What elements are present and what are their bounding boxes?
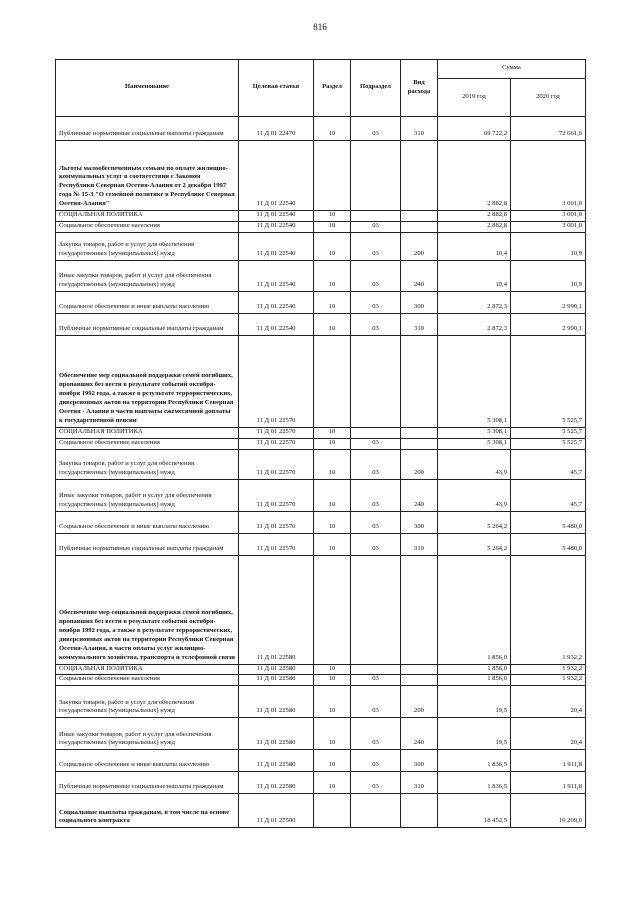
row-name: Иные закупки товаров, работ и услуг для обеспечения государственных (муниципальных) нужд <box>56 260 239 291</box>
row-name: Иные закупки товаров, работ и услуг для обеспечения государственных (муниципальных) нужд <box>56 479 239 511</box>
table-row <box>56 291 586 313</box>
row-expense-type <box>401 221 438 232</box>
table-row <box>56 555 586 664</box>
budget-table <box>55 59 586 828</box>
row-name: СОЦИАЛЬНАЯ ПОЛИТИКА <box>56 664 239 675</box>
row-expense-type <box>401 335 438 427</box>
row-sum-2019: 1 856,0 <box>438 555 511 664</box>
table-row <box>56 772 586 794</box>
row-sum-2019: 2 882,8 <box>438 141 511 211</box>
row-target: 11 Д 01 22540 <box>239 141 314 211</box>
row-sum-2019: 2 882,8 <box>438 211 511 222</box>
header-subsection: Подраздел <box>351 60 401 117</box>
row-sum-2020: 1 911,8 <box>511 750 586 772</box>
row-sum-2019: 5 264,2 <box>438 533 511 555</box>
row-name: Публичные нормативные социальные выплаты гражданам <box>56 533 239 555</box>
header-2020: 2020 год <box>511 79 586 117</box>
table-row <box>56 479 586 511</box>
row-section <box>314 335 351 427</box>
row-expense-type <box>401 794 438 828</box>
row-expense-type: 310 <box>401 117 438 141</box>
row-sum-2020: 1 911,8 <box>511 772 586 794</box>
row-section: 10 <box>314 675 351 686</box>
row-name: Иные закупки товаров, работ и услуг для обеспечения государственных (муниципальных) нужд <box>56 718 239 750</box>
table-row <box>56 794 586 828</box>
row-subsection: 03 <box>351 438 401 449</box>
table-row <box>56 211 586 222</box>
row-section: 10 <box>314 438 351 449</box>
row-section: 10 <box>314 117 351 141</box>
row-sum-2019: 2 872,3 <box>438 313 511 335</box>
row-name: Социальное обеспечение населения <box>56 221 239 232</box>
row-target: 11 Д 01 22580 <box>239 686 314 718</box>
row-target: 11 Д 01 22580 <box>239 675 314 686</box>
row-sum-2020: 3 001,0 <box>511 141 586 211</box>
row-target: 11 Д 01 22580 <box>239 664 314 675</box>
row-target: 11 Д 01 22570 <box>239 438 314 449</box>
header-expense-type: Вид расхода <box>401 60 438 117</box>
row-sum-2020: 1 932,2 <box>511 555 586 664</box>
row-target: 11 Д 01 22570 <box>239 479 314 511</box>
row-sum-2019: 5 308,1 <box>438 438 511 449</box>
row-section: 10 <box>314 291 351 313</box>
row-target: 11 Д 01 22570 <box>239 533 314 555</box>
row-expense-type <box>401 211 438 222</box>
row-sum-2019: 69 722,2 <box>438 117 511 141</box>
row-section <box>314 141 351 211</box>
row-subsection: 03 <box>351 117 401 141</box>
row-target: 11 Д 01 22540 <box>239 260 314 291</box>
row-subsection: 03 <box>351 686 401 718</box>
row-name: Социальное обеспечение и иные выплаты населению <box>56 511 239 533</box>
row-subsection <box>351 664 401 675</box>
row-sum-2020: 20,4 <box>511 686 586 718</box>
row-expense-type: 310 <box>401 772 438 794</box>
row-name: Закупка товаров, работ и услуг для обеспечения государственных (муниципальных) нужд <box>56 449 239 479</box>
row-expense-type: 300 <box>401 511 438 533</box>
row-target: 11 Д 01 22540 <box>239 313 314 335</box>
row-sum-2020: 5 525,7 <box>511 335 586 427</box>
row-sum-2019: 5 308,1 <box>438 335 511 427</box>
table-row <box>56 511 586 533</box>
row-subsection <box>351 141 401 211</box>
row-target: 11 Д 01 22580 <box>239 772 314 794</box>
row-subsection: 03 <box>351 772 401 794</box>
row-sum-2019: 2 882,8 <box>438 221 511 232</box>
row-target: 11 Д 01 22470 <box>239 117 314 141</box>
table-row <box>56 221 586 232</box>
table-row <box>56 260 586 291</box>
table-row <box>56 750 586 772</box>
row-sum-2020: 45,7 <box>511 449 586 479</box>
row-section: 10 <box>314 211 351 222</box>
row-subsection: 03 <box>351 718 401 750</box>
row-target: 11 Д 01 22580 <box>239 718 314 750</box>
row-expense-type <box>401 664 438 675</box>
row-name: Закупка товаров, работ и услуг для обеспечения государственных (муниципальных) нужд <box>56 232 239 260</box>
row-name: Социальные выплаты гражданам, в том числе на основе социального контракта <box>56 794 239 828</box>
row-sum-2019: 1 856,0 <box>438 675 511 686</box>
row-subsection <box>351 211 401 222</box>
row-sum-2019: 43,9 <box>438 479 511 511</box>
row-target: 11 Д 01 22540 <box>239 232 314 260</box>
table-row <box>56 664 586 675</box>
row-section: 10 <box>314 664 351 675</box>
row-sum-2020: 72 661,6 <box>511 117 586 141</box>
row-sum-2019: 19,5 <box>438 718 511 750</box>
header-sum: Сумма <box>438 60 586 79</box>
row-sum-2020: 5 480,0 <box>511 511 586 533</box>
row-subsection <box>351 794 401 828</box>
row-subsection: 03 <box>351 750 401 772</box>
row-name: Публичные нормативные социальные выплаты гражданам <box>56 772 239 794</box>
row-section: 10 <box>314 686 351 718</box>
row-target: 11 Д 01 22570 <box>239 511 314 533</box>
row-subsection: 03 <box>351 221 401 232</box>
row-target: 11 Д 01 22540 <box>239 221 314 232</box>
row-target: 11 Д 01 22570 <box>239 449 314 479</box>
row-sum-2020: 5 480,0 <box>511 533 586 555</box>
table-header <box>56 60 586 117</box>
header-2019: 2019 год <box>438 79 511 117</box>
row-section: 10 <box>314 511 351 533</box>
row-sum-2019: 10,4 <box>438 232 511 260</box>
row-name: Обеспечение мер социальной поддержки семей погибших, пропавших без вести в результате событий октября-ноября 1992 года, а также в результате террористических, диверсионных актов на территории Республики Северная Осетия - Алания в части выплаты ежемесячной доплаты к государственной пенсии <box>56 335 239 427</box>
table-row <box>56 427 586 438</box>
row-subsection: 03 <box>351 232 401 260</box>
table-row <box>56 718 586 750</box>
row-name: Публичные нормативные социальные выплаты гражданам <box>56 117 239 141</box>
row-expense-type <box>401 427 438 438</box>
row-name: Закупка товаров, работ и услуг для обеспечения государственных (муниципальных) нужд <box>56 686 239 718</box>
row-name: Обеспечение мер социальной поддержки семей погибших, пропавших без вести в результате событий октября-ноября 1992 года, а также в результате террористических, диверсионных актов на территории Республики Северная Осетия-Алания, в части оплаты услуг жилищно-коммунального хозяйства, транспорта и телефонной связи <box>56 555 239 664</box>
page-number: 816 <box>313 22 327 32</box>
row-subsection <box>351 427 401 438</box>
row-section <box>314 555 351 664</box>
row-target: 11 Д 01 22580 <box>239 555 314 664</box>
row-subsection: 03 <box>351 449 401 479</box>
row-section: 10 <box>314 772 351 794</box>
row-sum-2019: 19,5 <box>438 686 511 718</box>
row-name: СОЦИАЛЬНАЯ ПОЛИТИКА <box>56 211 239 222</box>
table-row <box>56 141 586 211</box>
row-sum-2019: 1 836,5 <box>438 772 511 794</box>
row-subsection <box>351 335 401 427</box>
row-target: 11 Д 01 22540 <box>239 291 314 313</box>
row-subsection: 03 <box>351 675 401 686</box>
row-expense-type: 200 <box>401 232 438 260</box>
row-name: Социальное обеспечение населения <box>56 675 239 686</box>
row-target: 11 Д 01 22570 <box>239 427 314 438</box>
row-section: 10 <box>314 449 351 479</box>
row-subsection: 03 <box>351 511 401 533</box>
row-expense-type <box>401 555 438 664</box>
table-row <box>56 117 586 141</box>
header-name: Наименование <box>56 60 239 117</box>
row-target: 11 Д 01 22540 <box>239 211 314 222</box>
row-name: Льготы малообеспеченным семьям по оплате жилищно-коммунальных услуг в соответствии с Законом Республики Северная Осетия-Алания от 2 декабря 1997 года № 15-3 "О семейной политике в Республике Северная Осетия-Алания" <box>56 141 239 211</box>
row-sum-2020: 5 525,7 <box>511 427 586 438</box>
row-sum-2019: 5 308,1 <box>438 427 511 438</box>
header-section: Раздел <box>314 60 351 117</box>
row-subsection: 03 <box>351 313 401 335</box>
row-expense-type: 310 <box>401 313 438 335</box>
row-target: 11 Д 01 22580 <box>239 750 314 772</box>
table-row <box>56 686 586 718</box>
row-section: 10 <box>314 533 351 555</box>
row-sum-2020: 10,9 <box>511 232 586 260</box>
row-target: 11 Д 01 22570 <box>239 335 314 427</box>
row-section: 10 <box>314 718 351 750</box>
row-sum-2019: 1 856,0 <box>438 664 511 675</box>
row-sum-2020: 2 990,1 <box>511 313 586 335</box>
table-row <box>56 533 586 555</box>
row-sum-2019: 43,9 <box>438 449 511 479</box>
row-expense-type: 300 <box>401 750 438 772</box>
row-sum-2020: 10,9 <box>511 260 586 291</box>
row-expense-type: 300 <box>401 291 438 313</box>
row-sum-2019: 5 264,2 <box>438 511 511 533</box>
table-row <box>56 313 586 335</box>
row-expense-type: 310 <box>401 533 438 555</box>
row-section: 10 <box>314 260 351 291</box>
row-sum-2019: 10,4 <box>438 260 511 291</box>
row-expense-type: 240 <box>401 479 438 511</box>
row-expense-type <box>401 141 438 211</box>
row-sum-2020: 45,7 <box>511 479 586 511</box>
row-section: 10 <box>314 479 351 511</box>
row-sum-2020: 1 932,2 <box>511 675 586 686</box>
table-row <box>56 335 586 427</box>
row-subsection <box>351 555 401 664</box>
row-expense-type: 240 <box>401 260 438 291</box>
row-section: 10 <box>314 750 351 772</box>
row-section: 10 <box>314 427 351 438</box>
row-name: Социальное обеспечение и иные выплаты населению <box>56 291 239 313</box>
row-expense-type: 200 <box>401 449 438 479</box>
row-sum-2020: 5 525,7 <box>511 438 586 449</box>
row-sum-2020: 3 001,0 <box>511 211 586 222</box>
row-sum-2020: 1 932,2 <box>511 664 586 675</box>
row-subsection: 03 <box>351 533 401 555</box>
row-name: СОЦИАЛЬНАЯ ПОЛИТИКА <box>56 427 239 438</box>
row-expense-type: 240 <box>401 718 438 750</box>
row-subsection: 03 <box>351 291 401 313</box>
row-target: 11 Д 01 27500 <box>239 794 314 828</box>
table-body <box>56 117 586 828</box>
row-name: Публичные нормативные социальные выплаты гражданам <box>56 313 239 335</box>
row-sum-2019: 1 836,5 <box>438 750 511 772</box>
row-subsection: 03 <box>351 479 401 511</box>
row-section: 10 <box>314 232 351 260</box>
row-section <box>314 794 351 828</box>
table-row <box>56 675 586 686</box>
row-sum-2020: 20,4 <box>511 718 586 750</box>
row-sum-2020: 19 209,0 <box>511 794 586 828</box>
row-sum-2019: 18 452,5 <box>438 794 511 828</box>
table-row <box>56 449 586 479</box>
row-sum-2019: 2 872,3 <box>438 291 511 313</box>
row-subsection: 03 <box>351 260 401 291</box>
row-section: 10 <box>314 221 351 232</box>
row-expense-type <box>401 438 438 449</box>
row-expense-type <box>401 675 438 686</box>
row-name: Социальное обеспечение и иные выплаты населению <box>56 750 239 772</box>
row-expense-type: 200 <box>401 686 438 718</box>
row-name: Социальное обеспечение населения <box>56 438 239 449</box>
table-row <box>56 438 586 449</box>
table-row <box>56 232 586 260</box>
row-sum-2020: 3 001,0 <box>511 221 586 232</box>
header-target: Целевая статья <box>239 60 314 117</box>
row-sum-2020: 2 990,1 <box>511 291 586 313</box>
row-section: 10 <box>314 313 351 335</box>
